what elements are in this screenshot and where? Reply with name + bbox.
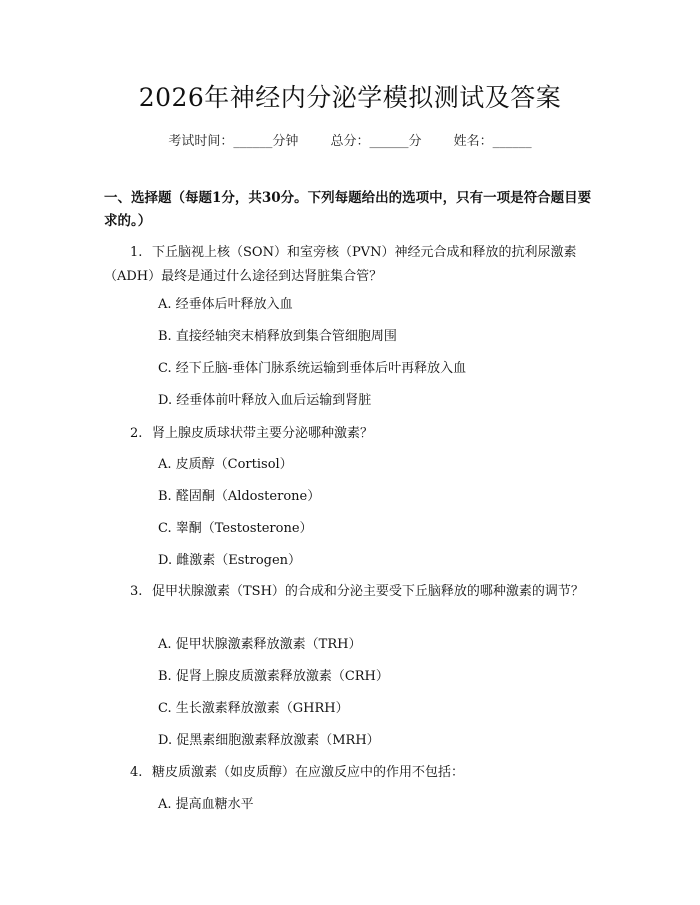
question-text: 糖皮质激素（如皮质醇）在应激反应中的作用不包括： xyxy=(152,765,465,780)
option-1c: C. 经下丘脑-垂体门脉系统运输到垂体后叶再释放入血 xyxy=(158,361,467,376)
exam-time-field: 考试时间：______分钟 xyxy=(168,134,299,149)
option-3c: C. 生长激素释放激素（GHRH） xyxy=(158,701,349,716)
question-text: 下丘脑视上核（SON）和室旁核（PVN）神经元合成和释放的抗利尿激素（ADH）最终是通过什么途径到达肾脏集合管？ xyxy=(104,245,577,284)
exam-info-line xyxy=(0,130,700,149)
option-1a: A. 经垂体后叶释放入血 xyxy=(158,297,293,312)
question-2 xyxy=(104,422,604,446)
option-3b: B. 促肾上腺皮质激素释放激素（CRH） xyxy=(158,669,389,684)
section-heading: 一、选择题（每题1分，共30分。下列每题给出的选项中，只有一项是符合题目要求的。） xyxy=(104,190,592,229)
question-number: 2. xyxy=(130,426,143,441)
option-3a: A. 促甲状腺激素释放激素（TRH） xyxy=(158,637,362,652)
student-name-field: 姓名：______ xyxy=(453,134,532,149)
option-2c: C. 睾酮（Testosterone） xyxy=(158,521,313,536)
option-1b: B. 直接经轴突末梢释放到集合管细胞周围 xyxy=(158,329,397,344)
question-text: 促甲状腺激素（TSH）的合成和分泌主要受下丘脑释放的哪种激素的调节？ xyxy=(152,584,584,599)
question-3 xyxy=(104,580,604,604)
question-text: 肾上腺皮质球状带主要分泌哪种激素？ xyxy=(152,426,374,441)
page-title: 2026年神经内分泌学模拟测试及答案 xyxy=(138,83,562,112)
question-4 xyxy=(104,761,604,785)
question-number: 3. xyxy=(130,584,143,599)
question-number: 1. xyxy=(130,245,143,260)
option-1d: D. 经垂体前叶释放入血后运输到肾脏 xyxy=(158,393,372,408)
question-number: 4. xyxy=(130,765,143,780)
option-4a: A. 提高血糖水平 xyxy=(158,797,254,812)
option-2d: D. 雌激素（Estrogen） xyxy=(158,553,302,568)
option-2b: B. 醛固酮（Aldosterone） xyxy=(158,489,321,504)
question-1 xyxy=(104,241,604,289)
option-2a: A. 皮质醇（Cortisol） xyxy=(158,457,293,472)
option-3d: D. 促黑素细胞激素释放激素（MRH） xyxy=(158,733,380,748)
total-score-field: 总分：______分 xyxy=(330,134,422,149)
